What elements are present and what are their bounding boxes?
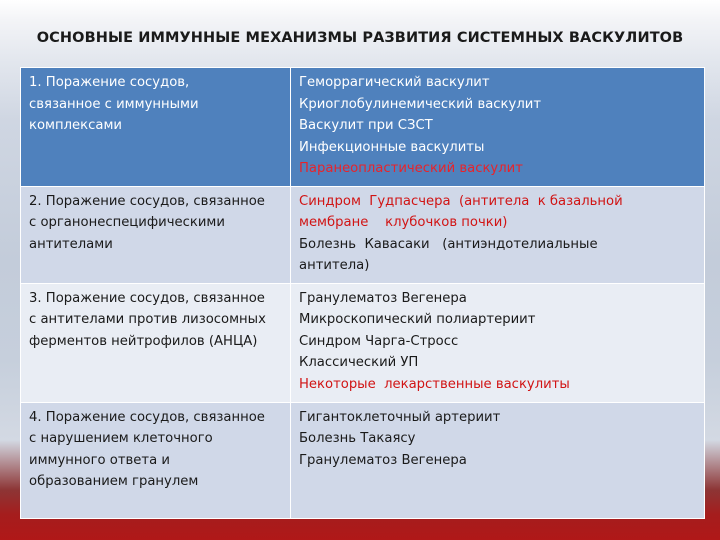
disease-line-highlight: мембране клубочков почки) [299, 215, 508, 230]
mechanism-line: с нарушением клеточного [29, 431, 213, 446]
disease-line: Синдром Чарга-Стросс [299, 333, 459, 349]
diseases-cell [291, 68, 705, 187]
disease-line: Микроскопический полиартериит [299, 312, 536, 327]
mechanism-line: с антителами против лизосомных [29, 312, 266, 327]
disease-line: Болезнь Кавасаки (антиэндотелиальные [299, 236, 598, 252]
disease-line: антитела) [299, 258, 370, 273]
mechanism-line: ферментов нейтрофилов (АНЦА) [29, 333, 258, 349]
disease-line: Инфекционные васкулиты [299, 139, 485, 155]
mechanism-line: комплексами [29, 118, 122, 133]
disease-line: Гранулематоз Вегенера [299, 290, 467, 306]
mechanisms-table [20, 67, 705, 519]
table-row [21, 68, 705, 187]
disease-line-highlight: Паранеопластический васкулит [299, 161, 523, 176]
disease-line: Васкулит при СЗСТ [299, 118, 433, 133]
mechanism-cell [21, 68, 291, 187]
table-row [21, 283, 705, 402]
disease-line: Классический УП [299, 355, 419, 370]
disease-line: Болезнь Такаясу [299, 431, 416, 446]
diseases-cell [291, 283, 705, 402]
diseases-cell [291, 186, 705, 283]
diseases-cell [291, 402, 705, 518]
disease-line: Геморрагический васкулит [299, 75, 490, 90]
table-row [21, 402, 705, 518]
mechanism-cell [21, 283, 291, 402]
disease-line-highlight: Синдром Гудпасчера (антитела к базальной [299, 193, 623, 209]
mechanism-line: с органонеспецифическими [29, 215, 225, 230]
slide-title: ОСНОВНЫЕ ИММУННЫЕ МЕХАНИЗМЫ РАЗВИТИЯ СИСТЕМНЫХ ВАСКУЛИТОВ [36, 30, 684, 46]
mechanism-line: связанное с иммунными [29, 96, 199, 112]
disease-line: Криоглобулинемический васкулит [299, 96, 541, 112]
mechanism-cell [21, 402, 291, 518]
disease-line: Гранулематоз Вегенера [299, 452, 467, 468]
mechanism-cell [21, 186, 291, 283]
mechanism-line: образованием гранулем [29, 474, 199, 489]
table-row [21, 186, 705, 283]
disease-line-highlight: Некоторые лекарственные васкулиты [299, 376, 570, 392]
mechanism-line: 3. Поражение сосудов, связанное [29, 290, 265, 306]
mechanism-line: 2. Поражение сосудов, связанное [29, 193, 265, 209]
disease-line: Гигантоклеточный артериит [299, 409, 501, 425]
mechanism-line: 1. Поражение сосудов, [29, 75, 190, 90]
mechanism-line: иммунного ответа и [29, 452, 170, 468]
mechanism-line: 4. Поражение сосудов, связанное [29, 409, 265, 425]
mechanism-line: антителами [29, 236, 113, 252]
